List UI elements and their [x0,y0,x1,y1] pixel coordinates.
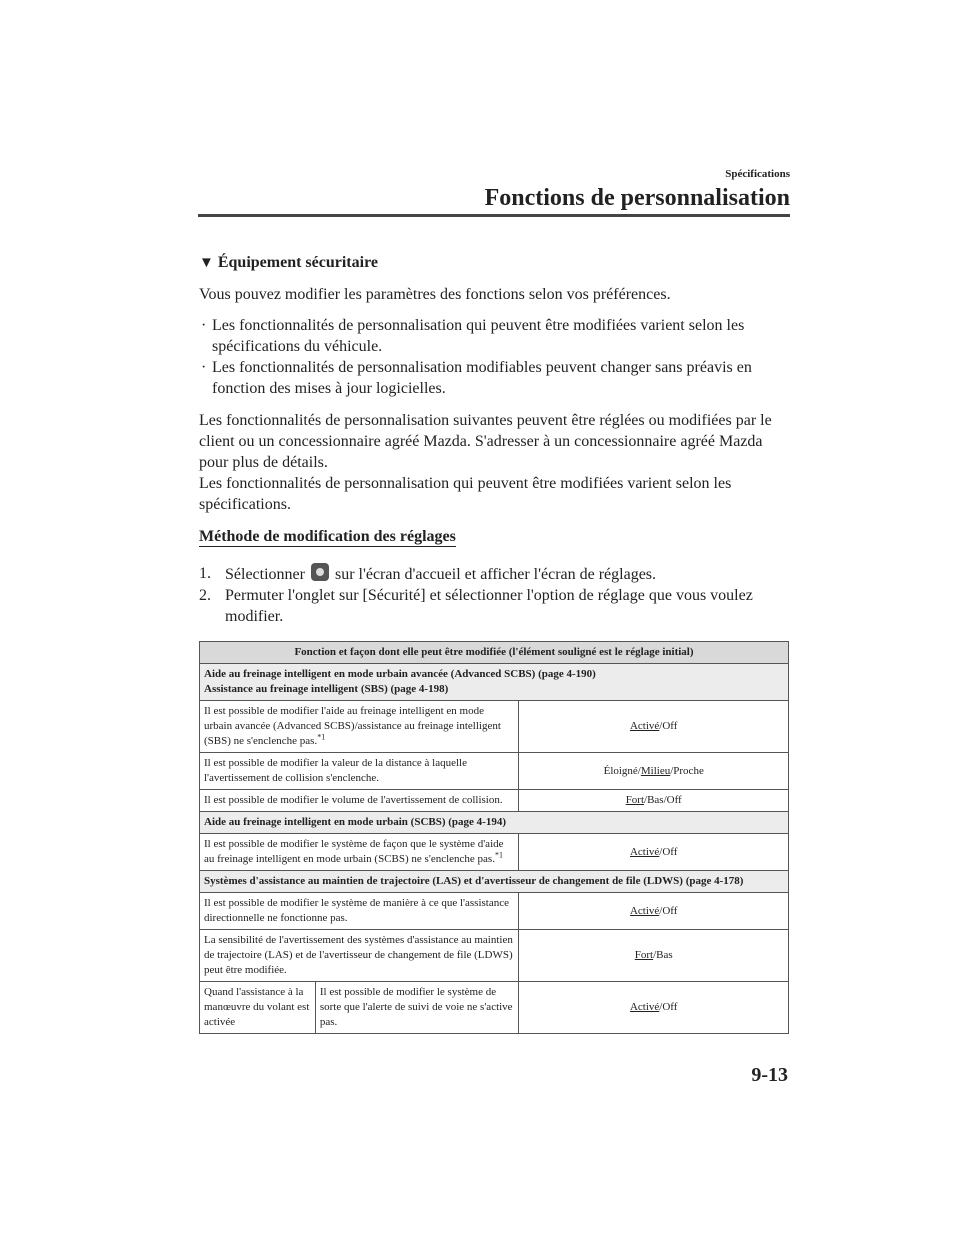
notes-list [199,315,789,399]
table-group-title: Systèmes d'assistance au maintien de trajectoire (LAS) et d'avertisseur de changement de file (LDWS) (page 4-178) [200,871,789,893]
triangle-marker-icon: ▼ [199,255,214,271]
step-item: 1. Sélectionner sur l'écran d'accueil et afficher l'écran de réglages. [199,565,657,583]
section-title: Spécifications [725,168,790,180]
page-header [200,168,790,212]
table-group-title: Aide au freinage intelligent en mode urbain avancée (Advanced SCBS) (page 4-190) Assistance au freinage intelligent (SBS) (page 4-198) [200,664,789,701]
method-heading: Méthode de modification des réglages [199,528,456,545]
header-divider [198,214,790,217]
table-row: Il est possible de modifier l'aide au freinage intelligent en mode urbain avancée (Advanced SCBS)/assistance au freinage intelligent (SBS) ne s'enclenche pas.$^{*1}$ Activé/Off [200,701,789,753]
table-row: Il est possible de modifier le système de manière à ce que l'assistance directionnelle ne fonctionne pas. Activé/Off [200,893,789,930]
subheading [199,252,789,274]
intro-paragraph: Vous pouvez modifier les paramètres des fonctions selon vos préférences. [199,286,671,303]
paragraph: Les fonctionnalités de personnalisation qui peuvent être modifiées varient selon les spécifications. [199,475,732,513]
step-item: 2. Permuter l'onglet sur [Sécurité] et sélectionner l'option de réglage que vous voulez modifier. [199,587,753,625]
table-row: Il est possible de modifier le volume de l'avertissement de collision. Fort/Bas/Off [200,790,789,812]
settings-table [199,641,789,1034]
table-row: Quand l'assistance à la manœuvre du volant est activée Il est possible de modifier le système de sorte que l'alerte de suivi de voie ne s'active pas. Activé/Off [200,982,789,1034]
paragraph: Les fonctionnalités de personnalisation suivantes peuvent être réglées ou modifiées par le client ou un concessionnaire agréé Mazda. S'adresser à un concessionnaire agréé Mazda pour plus de détails. [199,412,772,471]
page-number: 9-13 [751,1064,788,1086]
chapter-title: Fonctions de personnalisation [484,185,790,211]
table-row: La sensibilité de l'avertissement des systèmes d'assistance au maintien de trajectoire (LAS) et de l'avertisseur de changement de file (LDWS) peut être modifiée. Fort/Bas [200,930,789,982]
steps-list [199,563,789,627]
settings-app-icon [311,563,329,581]
table-header: Fonction et façon dont elle peut être modifiée (l'élément souligné est le réglage initial) [200,642,789,664]
page-content [199,252,789,1034]
table-row: Il est possible de modifier la valeur de la distance à laquelle l'avertissement de collision s'enclenche. Éloigné/Milieu/Proche [200,753,789,790]
note-item: · Les fonctionnalités de personnalisation modifiables peuvent changer sans préavis en fonction des mises à jour logicielles. [199,357,789,399]
table-row: Il est possible de modifier le système de façon que le système d'aide au freinage intelligent en mode urbain (SCBS) ne s'enclenche pas.$^{*1}$ Activé/Off [200,834,789,871]
table-group-title: Aide au freinage intelligent en mode urbain (SCBS) (page 4-194) [200,812,789,834]
note-item: · Les fonctionnalités de personnalisation qui peuvent être modifiées varient selon les spécifications du véhicule. [199,315,789,357]
subheading-title: Équipement sécuritaire [217,254,378,271]
